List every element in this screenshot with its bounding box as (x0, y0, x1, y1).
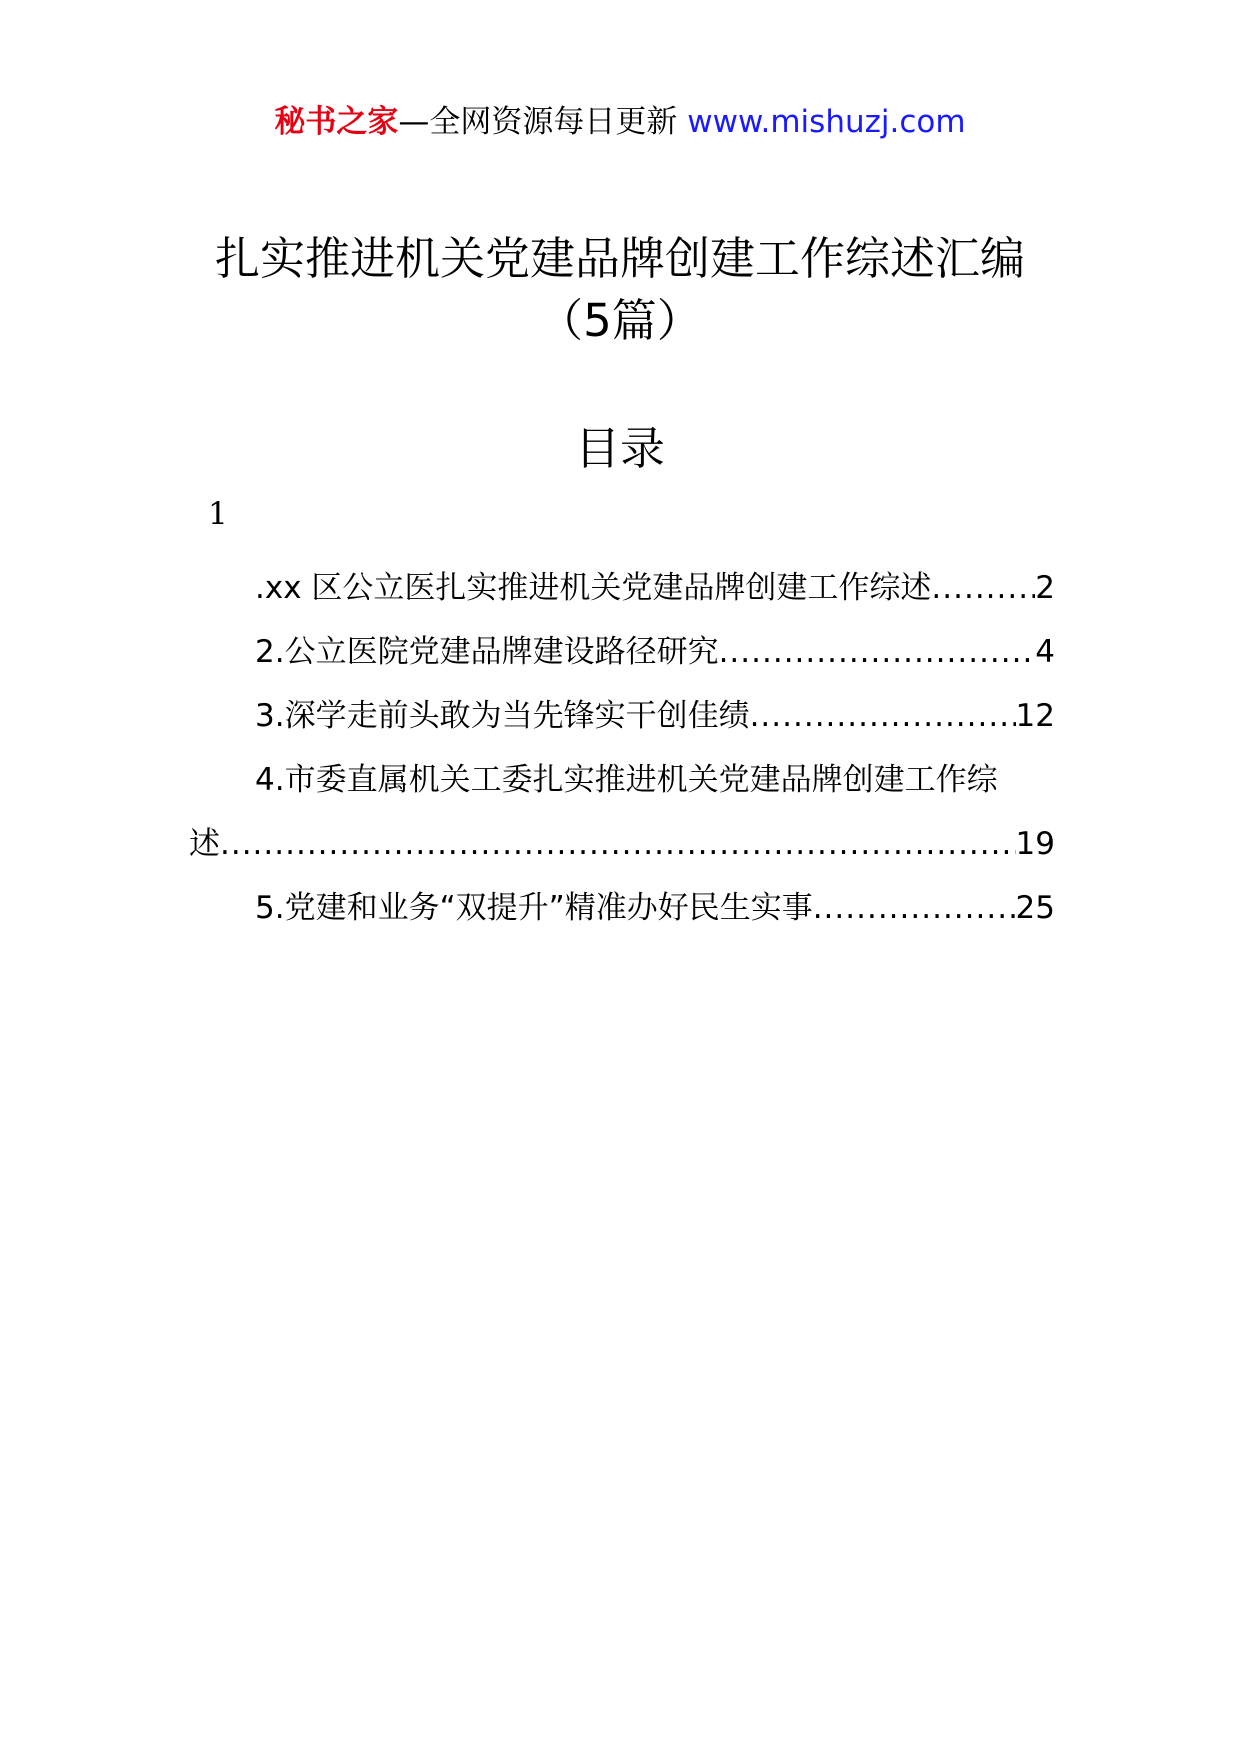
toc-dot-leader (719, 620, 1036, 684)
toc-entry-text: 2.公立医院党建品牌建设路径研究 (255, 634, 719, 670)
toc-entry-text: .xx 区公立医扎实推进机关党建品牌创建工作综述 (255, 570, 932, 606)
toc-page-number: 4 (1035, 634, 1055, 670)
header-slogan: —全网资源每日更新 (398, 104, 688, 140)
toc-entry-5[interactable] (189, 876, 1055, 940)
toc-entry-text-continued: 述 (189, 826, 220, 862)
toc-page-number: 2 (1035, 570, 1055, 606)
toc-stray-number: 1 (208, 496, 228, 532)
toc-entry-1[interactable] (189, 556, 1055, 620)
toc-dot-leader (750, 684, 1016, 748)
brand-name: 秘书之家 (274, 104, 399, 140)
toc-heading: 目录 (574, 422, 665, 475)
toc-entry-text: 3.深学走前头敢为当先锋实干创佳绩 (255, 698, 750, 734)
toc-entry-text: 4.市委直属机关工委扎实推进机关党建品牌创建工作综 (255, 762, 998, 798)
document-title-line-2: （5篇） (538, 294, 702, 347)
toc-page-number: 25 (1015, 890, 1055, 926)
document-title-line-1: 扎实推进机关党建品牌创建工作综述汇编 (214, 232, 1025, 285)
site-header (0, 100, 1240, 144)
table-of-contents (189, 556, 1055, 940)
toc-entry-2[interactable] (189, 620, 1055, 684)
toc-dot-leader (931, 556, 1035, 620)
toc-entry-4[interactable] (189, 748, 1055, 876)
site-url-link[interactable]: www.mishuzj.com (687, 104, 966, 140)
toc-page-number: 12 (1015, 698, 1055, 734)
document-title (0, 228, 1240, 352)
toc-dot-leader (813, 876, 1016, 940)
toc-entry-3[interactable] (189, 684, 1055, 748)
toc-page-number: 19 (1015, 826, 1055, 862)
toc-entry-text: 5.党建和业务“双提升”精准办好民生实事 (255, 890, 813, 926)
toc-dot-leader (220, 812, 1016, 876)
